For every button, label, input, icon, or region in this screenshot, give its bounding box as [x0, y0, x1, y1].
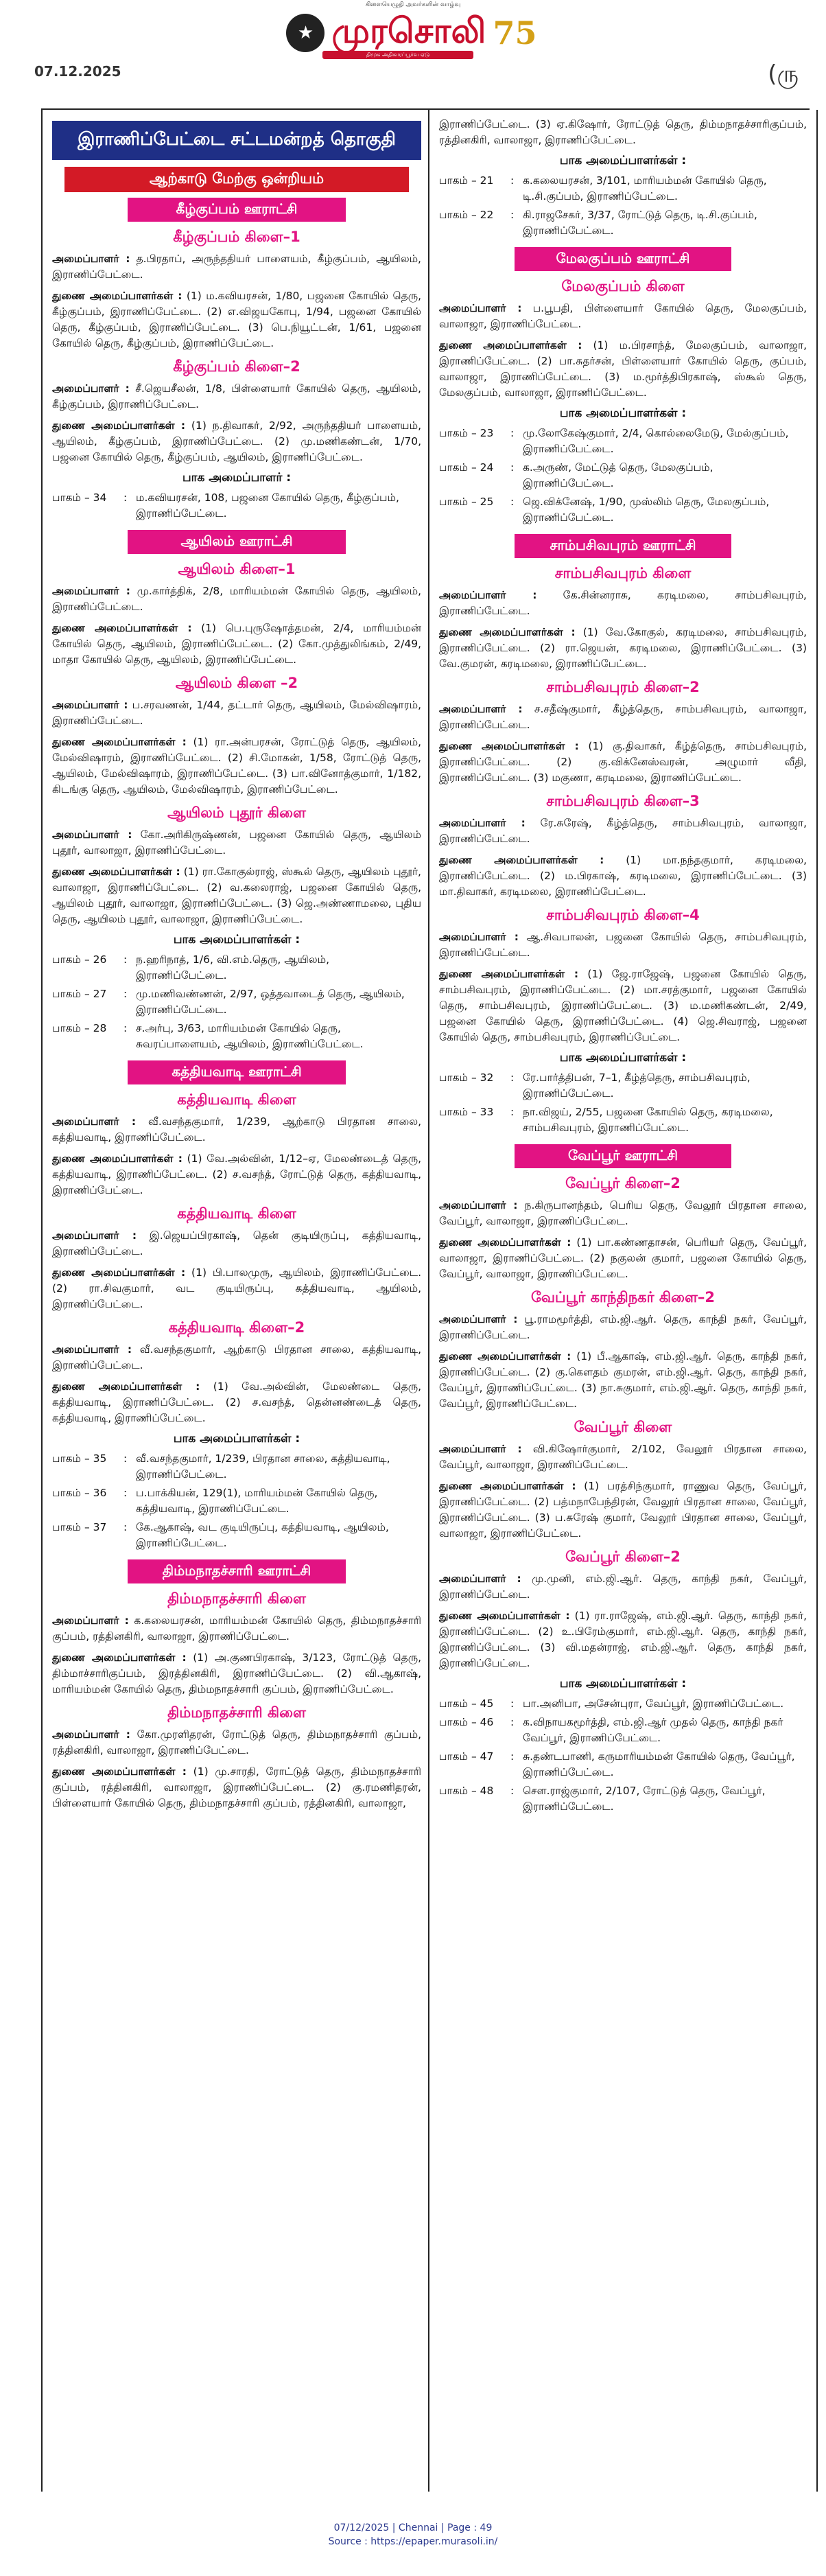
role-label: அமைப்பாளர் :: [52, 1614, 129, 1627]
booth-member: ரே.பார்த்திபன், 7–1, கீழ்த்தெரு, சாம்பசிவபுரம், இராணிப்பேட்டை.: [523, 1071, 751, 1100]
booth-colon: :: [123, 953, 128, 966]
booth-member: சு.தண்டபாணி, கருமாரியம்மன் கோயில் தெரு, வேப்பூர், இராணிப்பேட்டை.: [523, 1750, 795, 1778]
member-entry: [439, 301, 807, 332]
booth-table: [52, 1451, 421, 1554]
panchayat-heading: கத்தியவாடி ஊராட்சி: [128, 1060, 346, 1084]
role-label: அமைப்பாளர் :: [52, 1343, 132, 1356]
role-label: அமைப்பாளர் :: [439, 1199, 518, 1211]
member-entry: [439, 1608, 807, 1671]
member-details: (1) ரா.அன்பரசன், ரோட்டுத் தெரு, ஆயிலம், மேல்விஷாரம், இராணிப்பேட்டை. (2) சி.மோகன், 1/58, ரோட்டுத் தெரு, ஆயிலம், மேல்விஷாரம், இராணிப்பேட்டை. (3) பா.வினோத்குமார், 1/182, கிடங்கு தெரு, ஆயிலம், மேல்விஷாரம், இராணிப்பேட்டை.: [52, 736, 421, 796]
member-entry: [52, 1613, 421, 1645]
member-entry: [52, 381, 421, 413]
member-details: (1) ம.கவியரசன், 1/80, பஜனை கோயில் தெரு, கீழ்குப்பம், இராணிப்பேட்டை. (2) எ.விஜயகோபு, 1/94, பஜனை கோயில் தெரு, கீழ்குப்பம், இராணிப்பேட்டை. (3) பெ.நியூட்டன், 1/61, பஜனை கோயில் தெரு, கீழ்குப்பம், இராணிப்பேட்டை.: [52, 290, 421, 349]
booth-number: பாகம் – 36: [52, 1487, 107, 1499]
booth-colon: :: [510, 427, 515, 439]
booth-member: கே.ஆகாஷ், வட குடியிருப்பு, கத்தியவாடி, ஆயிலம், இராணிப்பேட்டை.: [136, 1521, 389, 1549]
role-label: துணை அமைப்பாளர்கள் :: [439, 854, 604, 866]
booth-row: [52, 986, 421, 1021]
role-label: துணை அமைப்பாளர்கள் :: [52, 1152, 182, 1165]
member-details: மு.முனி, எம்.ஜி.ஆர். தெரு, காந்தி நகர், வேப்பூர், இராணிப்பேட்டை.: [439, 1573, 807, 1601]
booth-colon: :: [510, 1750, 515, 1763]
booth-number: பாகம் – 22: [439, 209, 494, 221]
member-details: த.பிரதாப், அருந்ததியர் பாளையம், கீழ்குப்பம், ஆயிலம், இராணிப்பேட்டை.: [52, 253, 421, 281]
booth-colon: :: [123, 1452, 128, 1465]
member-details: (1) பரத்சிந்குமார், ராணுவ தெரு, வேப்பூர், இராணிப்பேட்டை. (2) பத்மநாபேந்திரன், வேலூர் பிரதான சாலை, வேப்பூர், இராணிப்பேட்டை. (3) ப.சுரேஷ் குமார், வேலூர் பிரதான சாலை, வேப்பூர், வாலாஜா, இராணிப்பேட்டை.: [439, 1480, 807, 1540]
branch-heading: மேலகுப்பம் கிளை: [561, 278, 685, 294]
booth-colon: :: [510, 174, 515, 187]
booth-row: [52, 1485, 421, 1520]
member-entry: [439, 1198, 807, 1229]
booth-row: [439, 460, 807, 494]
role-label: துணை அமைப்பாளர்கள் :: [52, 1765, 187, 1778]
cut-off-date: 07.12.2025: [34, 63, 121, 80]
booth-member: பா.அனிபா, அசேன்புரா, வேப்பூர், இராணிப்பேட்டை.: [523, 1697, 784, 1710]
branch-heading: ஆயிலம் கிளை–1: [178, 561, 296, 577]
role-label: துணை அமைப்பாளர்கள் :: [439, 968, 579, 980]
article-page: [41, 108, 810, 2492]
booth-number: பாகம் – 26: [52, 953, 107, 966]
branch-heading: வேப்பூர் கிளை–2: [565, 1548, 681, 1565]
booth-number: பாகம் – 25: [439, 496, 494, 508]
logo-subtitle: திமுக அதிகாரப்பூர்வ ஏடு: [322, 51, 473, 59]
page-footer: [0, 2521, 826, 2549]
role-label: துணை அமைப்பாளர்கள் :: [439, 1236, 571, 1249]
column-right: [429, 110, 814, 2492]
member-entry: [52, 418, 421, 465]
booth-heading: பாக அமைப்பாளர்கள் :: [559, 1677, 687, 1691]
booth-member: ப.பாக்கியன், 129(1), மாரியம்மன் கோயில் தெரு, கத்தியவாடி, இராணிப்பேட்டை.: [136, 1487, 378, 1515]
booth-colon: :: [123, 491, 128, 504]
role-label: அமைப்பாளர் :: [439, 1443, 522, 1455]
booth-number: பாகம் – 27: [52, 988, 107, 1000]
booth-table: [439, 173, 807, 242]
booth-colon: :: [123, 1022, 128, 1034]
member-entry: [52, 288, 421, 351]
role-label: துணை அமைப்பாளர்கள் :: [52, 419, 186, 432]
booth-row: [52, 1021, 421, 1055]
role-label: அமைப்பாளர் :: [52, 382, 130, 395]
member-details: ஆ.சிவபாலன், பஜனை கோயில் தெரு, சாம்பசிவபுரம், இராணிப்பேட்டை.: [439, 931, 807, 959]
member-entry: [52, 1114, 421, 1146]
booth-colon: :: [123, 988, 128, 1000]
member-details: ச.சதீஷ்குமார், கீழ்த்தெரு, சாம்பசிவபுரம், வாலாஜா, இராணிப்பேட்டை.: [439, 703, 807, 731]
role-label: துணை அமைப்பாளர்கள் :: [439, 339, 582, 351]
booth-row: [439, 207, 807, 242]
booth-member: க.அருண், மேட்டுத் தெரு, மேலகுப்பம், இராணிப்பேட்டை.: [523, 461, 713, 489]
member-details: ரே.சுரேஷ், கீழ்த்தெரு, சாம்பசிவபுரம், வாலாஜா, இராணிப்பேட்டை.: [439, 817, 807, 845]
booth-member: சௌ.ராஜ்குமார், 2/107, ரோட்டுத் தெரு, வேப்பூர், இராணிப்பேட்டை.: [523, 1785, 766, 1813]
member-details: (1) ந.திவாகர், 2/92, அருந்ததியர் பாளையம், ஆயிலம், கீழ்குப்பம், இராணிப்பேட்டை. (2) மு.மணிகண்டன், 1/70, பஜனை கோயில் தெரு, கீழ்குப்பம், ஆயிலம், இராணிப்பேட்டை.: [52, 419, 421, 463]
member-details: கோ.முரளிதரன், ரோட்டுத் தெரு, திம்மநாதச்சாரி குப்பம், ரத்தினகிரி, வாலாஜா, இராணிப்பேட்டை.: [52, 1728, 421, 1756]
booth-number: பாகம் – 37: [52, 1521, 107, 1533]
booth-row: [439, 494, 807, 529]
booth-table: [439, 426, 807, 529]
booth-member: க.கலையரசன், 3/101, மாரியம்மன் கோயில் தெரு, டி.சி.குப்பம், இராணிப்பேட்டை.: [523, 174, 767, 202]
member-entry: [439, 1478, 807, 1542]
role-label: அமைப்பாளர் :: [52, 1728, 130, 1741]
member-entry: [439, 625, 807, 672]
member-entry: [52, 1265, 421, 1312]
booth-member: மு.மணிவண்ணன், 2/97, ஒத்தவாடைத் தெரு, ஆயிலம், இராணிப்பேட்டை.: [136, 988, 405, 1016]
member-entry: [52, 864, 421, 927]
anniversary-badge: 75: [493, 14, 537, 51]
member-entry: [439, 117, 807, 148]
booth-number: பாகம் – 34: [52, 491, 107, 504]
member-entry: [52, 734, 421, 798]
member-details: (1) வே.அல்வின், மேலண்டை தெரு, கத்தியவாடி, இராணிப்பேட்டை. (2) ச.வசந்த், தென்னண்டைத் தெரு, கத்தியவாடி, இராணிப்பேட்டை.: [52, 1380, 422, 1424]
booth-table: [52, 490, 421, 524]
member-details: கோ.அரிகிருஷ்ணன், பஜனை கோயில் தெரு, ஆயிலம் புதூர், வாலாஜா, இராணிப்பேட்டை.: [52, 828, 421, 857]
booth-table: [439, 1696, 807, 1818]
role-label: அமைப்பாளர் :: [439, 589, 537, 601]
member-details: வி.கிஷோர்குமார், 2/102, வேலூர் பிரதான சாலை, வேப்பூர், வாலாஜா, இராணிப்பேட்டை.: [439, 1443, 807, 1471]
member-details: (1) பீ.ஆகாஷ், எம்.ஜி.ஆர். தெரு, காந்தி நகர், இராணிப்பேட்டை. (2) கு.கௌதம் குமரன், எம்.ஜி.ஆர். தெரு, காந்தி நகர், வேப்பூர், இராணிப்பேட்டை. (3) நா.சுகுமார், எம்.ஜி.ஆர். தெரு, காந்தி நகர், வேப்பூர், இராணிப்பேட்டை.: [439, 1350, 807, 1410]
member-details: (1) வே.அல்வின், 1/12–ஏ, மேலண்டைத் தெரு, கத்தியவாடி, இராணிப்பேட்டை. (2) ச.வசந்த், ரோட்டுத் தெரு, கத்தியவாடி, இராணிப்பேட்டை.: [52, 1152, 421, 1196]
role-label: அமைப்பாளர் :: [439, 1313, 518, 1325]
booth-heading: பாக அமைப்பாளர்கள் :: [559, 406, 687, 420]
member-details: (1) பா.கண்ணதாசன், பெரியர் தெரு, வேப்பூர், வாலாஜா, இராணிப்பேட்டை. (2) நகுலன் குமார், பஜனை கோயில் தெரு, வேப்பூர், வாலாஜா, இராணிப்பேட்டை.: [439, 1236, 807, 1280]
member-entry: [52, 697, 421, 729]
branch-heading: சாம்பசிவபுரம் கிளை–3: [546, 793, 700, 809]
article-title: இராணிப்பேட்டை சட்டமன்றத் தொகுதி: [52, 121, 421, 160]
member-details: (1) பி.பாலமுரு, ஆயிலம், இராணிப்பேட்டை. (2) ரா.சிவகுமார், வட குடியிருப்பு, கத்தியவாடி, ஆயிலம், இராணிப்பேட்டை.: [52, 1266, 421, 1310]
member-entry: [52, 1342, 421, 1373]
booth-colon: :: [510, 1071, 515, 1084]
column-left: [41, 110, 429, 2492]
member-details: இ.ஜெயப்பிரகாஷ், தென் குடியிருப்பு, கத்தியவாடி, இராணிப்பேட்டை.: [52, 1229, 421, 1257]
branch-heading: வேப்பூர் காந்திநகர் கிளை–2: [530, 1289, 716, 1306]
booth-number: பாகம் – 46: [439, 1716, 494, 1728]
member-details: வீ.வசந்தகுமார், 1/239, ஆற்காடு பிரதான சாலை, கத்தியவாடி, இராணிப்பேட்டை.: [52, 1115, 421, 1144]
branch-heading: கீழ்குப்பம் கிளை–1: [173, 229, 300, 245]
role-label: துணை அமைப்பாளர்கள் :: [52, 1651, 187, 1664]
member-entry: [439, 1349, 807, 1412]
member-details: (1) அ.குணபிரகாஷ், 3/123, ரோட்டுத் தெரு, திம்மாச்சாரிகுப்பம், இரத்தினகிரி, இராணிப்பேட்டை. (2) வி.ஆகாஷ், மாரியம்மன் கோயில் தெரு, திம்மநாதச்சாரி குப்பம், இராணிப்பேட்டை.: [52, 1651, 421, 1695]
member-entry: [52, 827, 421, 859]
footer-date-page: 07/12/2025 | Chennai | Page : 49: [333, 2522, 493, 2533]
role-label: துணை அமைப்பாளர்கள் :: [439, 626, 576, 638]
member-details: ப.சரவணன், 1/44, தட்டார் தெரு, ஆயிலம், மேல்விஷாரம், இராணிப்பேட்டை.: [52, 699, 421, 727]
booth-member: வீ.வசந்தகுமார், 1/239, பிரதான சாலை, கத்தியவாடி, இராணிப்பேட்டை.: [136, 1452, 390, 1481]
branch-heading: கத்தியவாடி கிளை–2: [168, 1319, 305, 1336]
role-label: துணை அமைப்பாளர்கள் :: [52, 736, 187, 748]
member-details: க.கலையரசன், மாரியம்மன் கோயில் தெரு, திம்மநாதச்சாரி குப்பம், ரத்தினகிரி, வாலாஜா, இராணிப்பேட்டை.: [52, 1614, 421, 1643]
member-entry: [439, 588, 807, 619]
role-label: துணை அமைப்பாளர்கள் :: [439, 1610, 570, 1622]
member-details: கே.சின்னராசு, கரடிமலை, சாம்பசிவபுரம், இராணிப்பேட்டை.: [439, 589, 807, 617]
member-details: (1) வே.கோகுல், கரடிமலை, சாம்பசிவபுரம், இராணிப்பேட்டை. (2) ரா.ஜெயன், கரடிமலை, இராணிப்பேட்டை. (3) வே.குமரன், கரடிமலை, இராணிப்பேட்டை.: [439, 626, 807, 670]
booth-heading: பாக அமைப்பாளர்கள் :: [559, 154, 687, 167]
booth-heading: பாக அமைப்பாளர்கள் :: [173, 1432, 300, 1446]
union-heading: ஆற்காடு மேற்கு ஒன்றியம்: [64, 167, 409, 192]
role-label: துணை அமைப்பாளர்கள் :: [52, 622, 192, 634]
member-details: (1) ரா.ராஜேஷ், எம்.ஜி.ஆர். தெரு, காந்தி நகர், இராணிப்பேட்டை. (2) உ.பிரேம்குமார், எம்.ஜி.ஆர். தெரு, காந்தி நகர், இராணிப்பேட்டை. (3) வி.மதன்ராஜ், எம்.ஜி.ஆர். தெரு, காந்தி நகர், இராணிப்பேட்டை.: [439, 1610, 807, 1669]
booth-number: பாகம் – 47: [439, 1750, 494, 1763]
booth-number: பாகம் – 32: [439, 1071, 494, 1084]
branch-heading: கீழ்குப்பம் கிளை–2: [173, 358, 300, 375]
branch-heading: சாம்பசிவபுரம் கிளை: [554, 565, 692, 581]
role-label: அமைப்பாளர் :: [52, 585, 130, 597]
role-label: துணை அமைப்பாளர்கள் :: [52, 866, 180, 878]
member-details: (1) ஜே.ராஜேஷ், பஜனை கோயில் தெரு, சாம்பசிவபுரம், இராணிப்பேட்டை. (2) மா.சரத்குமார், பஜனை கோயில் தெரு, சாம்பசிவபுரம், இராணிப்பேட்டை. (3) ம.மணிகண்டன், 2/49, பஜனை கோயில் தெரு, இராணிப்பேட்டை. (4) ஜெ.சிவராஜ், பஜனை கோயில் தெரு, சாம்பசிவபுரம், இராணிப்பேட்டை.: [439, 968, 807, 1043]
booth-row: [439, 1070, 807, 1104]
member-details: (1) கு.திவாகர், கீழ்த்தெரு, சாம்பசிவபுரம், இராணிப்பேட்டை. (2) கு.விக்னேஸ்வரன், அழுமார் வீதி, இராணிப்பேட்டை. (3) மகுணா, கரடிமலை, இராணிப்பேட்டை.: [439, 740, 807, 784]
member-entry: [439, 1312, 807, 1343]
booth-row: [52, 1451, 421, 1485]
booth-colon: :: [123, 1521, 128, 1533]
role-label: அமைப்பாளர் :: [52, 699, 128, 711]
booth-member: மு.லோகேஷ்குமார், 2/4, கொல்லைமேடு, மேல்குப்பம், இராணிப்பேட்டை.: [523, 427, 789, 455]
branch-heading: கத்தியவாடி கிளை: [177, 1205, 296, 1222]
booth-colon: :: [510, 1697, 515, 1710]
branch-heading: திம்மநாதச்சாரி கிளை: [167, 1590, 306, 1607]
role-label: அமைப்பாளர் :: [52, 1229, 137, 1242]
member-details: வீ.வசந்தகுமார், ஆற்காடு பிரதான சாலை, கத்தியவாடி, இராணிப்பேட்டை.: [52, 1343, 422, 1371]
booth-row: [439, 1104, 807, 1139]
member-details: (1) ம.பிரசாந்த், மேலகுப்பம், வாலாஜா, இராணிப்பேட்டை. (2) பா.சுதர்சன், பிள்ளையார் கோயில் தெரு, குப்பம், வாலாஜா, இராணிப்பேட்டை. (3) ம.மூர்த்திபிரகாஷ், ஸ்கூல் தெரு, மேலகுப்பம், வாலாஜா, இராணிப்பேட்டை.: [439, 339, 807, 399]
booth-row: [52, 490, 421, 524]
booth-number: பாகம் – 28: [52, 1022, 107, 1034]
logo-text: முரசொலி: [331, 10, 486, 51]
branch-heading: ஆயிலம் கிளை –2: [175, 675, 298, 691]
booth-row: [52, 952, 421, 986]
role-label: அமைப்பாளர் :: [439, 1573, 521, 1585]
column-right-content: [439, 117, 807, 1818]
role-label: துணை அமைப்பாளர்கள் :: [439, 1350, 571, 1362]
booth-number: பாகம் – 35: [52, 1452, 107, 1465]
booth-row: [439, 1696, 807, 1715]
role-label: அமைப்பாளர் :: [52, 1115, 137, 1128]
masthead-tagline: கிளையெழுதி அவர்களின் வாழ்வு: [365, 1, 461, 8]
member-details: பூ.ராமமூர்த்தி, எம்.ஜி.ஆர். தெரு, காந்தி நகர், வேப்பூர், இராணிப்பேட்டை.: [439, 1313, 807, 1341]
member-entry: [439, 966, 807, 1045]
branch-heading: சாம்பசிவபுரம் கிளை–4: [546, 907, 700, 923]
panchayat-heading: ஆயிலம் ஊராட்சி: [128, 530, 346, 554]
panchayat-heading: சாம்பசிவபுரம் ஊராட்சி: [515, 534, 731, 558]
member-entry: [439, 338, 807, 401]
role-label: அமைப்பாளர் :: [52, 828, 132, 841]
booth-row: [439, 1749, 807, 1783]
booth-colon: :: [510, 1785, 515, 1797]
booth-colon: :: [510, 1716, 515, 1728]
member-entry: [52, 1650, 421, 1697]
member-details: இராணிப்பேட்டை. (3) ஏ.கிஷோர், ரோட்டுத் தெரு, திம்மநாதச்சாரிகுப்பம், ரத்தினகிரி, வாலாஜா, இராணிப்பேட்டை.: [439, 118, 807, 146]
member-details: (1) பெ.புருஷோத்தமன், 2/4, மாரியம்மன் கோயில் தெரு, ஆயிலம், இராணிப்பேட்டை. (2) கோ.முத்துலிங்கம், 2/49, மாதா கோயில் தெரு, ஆயிலம், இராணிப்பேட்டை.: [52, 622, 422, 666]
panchayat-heading: வேப்பூர் ஊராட்சி: [515, 1144, 731, 1168]
member-entry: [439, 929, 807, 961]
role-label: அமைப்பாளர் :: [439, 931, 519, 943]
member-entry: [52, 1727, 421, 1759]
role-label: துணை அமைப்பாளர்கள் :: [439, 740, 579, 752]
member-entry: [52, 1379, 421, 1426]
booth-table: [52, 952, 421, 1055]
panchayat-heading: திம்மநாதச்சாரி ஊராட்சி: [128, 1559, 346, 1583]
role-label: துணை அமைப்பாளர்கள் :: [52, 1380, 200, 1393]
member-entry: [439, 739, 807, 786]
next-column-edge: [816, 110, 818, 2492]
booth-member: ஜெ.விக்னேஷ், 1/90, முஸ்லிம் தெரு, மேலகுப்பம், இராணிப்பேட்டை.: [523, 496, 770, 524]
booth-heading: பாக அமைப்பாளர்கள் :: [559, 1051, 687, 1065]
member-entry: [439, 701, 807, 733]
branch-heading: சாம்பசிவபுரம் கிளை–2: [546, 679, 700, 695]
role-label: துணை அமைப்பாளர்கள் :: [439, 1480, 576, 1492]
role-label: அமைப்பாளர் :: [439, 302, 522, 314]
booth-table: [439, 1070, 807, 1139]
footer-source-link[interactable]: Source : https://epaper.murasoli.in/: [328, 2536, 498, 2547]
booth-row: [439, 1715, 807, 1749]
booth-row: [439, 1783, 807, 1818]
booth-member: நா.விஜய், 2/55, பஜனை கோயில் தெரு, கரடிமலை, சாம்பசிவபுரம், இராணிப்பேட்டை.: [523, 1106, 773, 1134]
rooster-emblem-icon: ★: [286, 14, 324, 52]
booth-colon: :: [123, 1487, 128, 1499]
role-label: அமைப்பாளர் :: [439, 817, 526, 829]
booth-member: ம.கவியரசன், 108, பஜனை கோயில் தெரு, கீழ்குப்பம், இராணிப்பேட்டை.: [136, 491, 399, 520]
booth-row: [439, 173, 807, 207]
role-label: அமைப்பாளர் :: [52, 253, 130, 265]
booth-colon: :: [510, 209, 515, 221]
masthead: [0, 0, 826, 62]
member-entry: [439, 1441, 807, 1473]
booth-number: பாகம் – 24: [439, 461, 494, 474]
branch-heading: வேப்பூர் கிளை: [574, 1419, 672, 1435]
booth-number: பாகம் – 33: [439, 1106, 494, 1118]
branch-heading: திம்மநாதச்சாரி கிளை: [167, 1704, 306, 1721]
member-entry: [439, 1571, 807, 1603]
column-left-content: [52, 198, 421, 1811]
branch-heading: கத்தியவாடி கிளை: [177, 1091, 296, 1108]
cut-off-header-text: (ரு: [768, 60, 799, 88]
branch-heading: வேப்பூர் கிளை–2: [565, 1175, 681, 1192]
booth-heading: பாக அமைப்பாளர்கள் :: [173, 933, 300, 947]
member-entry: [52, 251, 421, 283]
booth-colon: :: [510, 496, 515, 508]
panchayat-heading: கீழ்குப்பம் ஊராட்சி: [128, 198, 346, 222]
booth-colon: :: [510, 1106, 515, 1118]
booth-row: [439, 426, 807, 460]
member-entry: [52, 620, 421, 668]
booth-row: [52, 1520, 421, 1554]
member-entry: [439, 1235, 807, 1282]
booth-member: ந.ஹரிநாத், 1/6, வி.எம்.தெரு, ஆயிலம், இராணிப்பேட்டை.: [136, 953, 330, 982]
member-details: ந.கிருபானந்தம், பெரிய தெரு, வேலூர் பிரதான சாலை, வேப்பூர், வாலாஜா, இராணிப்பேட்டை.: [439, 1199, 807, 1227]
member-details: (1) ரா.கோகுல்ராஜ், ஸ்கூல் தெரு, ஆயிலம் புதூர், வாலாஜா, இராணிப்பேட்டை. (2) வ.கலைராஜ், பஜனை கோயில் தெரு, ஆயிலம் புதூர், வாலாஜா, இராணிப்பேட்டை. (3) ஜெ.அண்ணாமலை, புதிய தெரு, ஆயிலம் புதூர், வாலாஜா, இராணிப்பேட்டை.: [52, 866, 421, 925]
member-entry: [439, 815, 807, 847]
booth-number: பாகம் – 23: [439, 427, 494, 439]
member-entry: [52, 1151, 421, 1198]
booth-member: ச.அர்பு, 3/63, மாரியம்மன் கோயில் தெரு, சுவரப்பாளையம், ஆயிலம், இராணிப்பேட்டை.: [136, 1022, 364, 1050]
role-label: அமைப்பாளர் :: [439, 703, 523, 715]
member-details: ப.பூபதி, பிள்ளையார் கோயில் தெரு, மேலகுப்பம், வாலாஜா, இராணிப்பேட்டை.: [439, 302, 807, 330]
member-details: மு.கார்த்திக், 2/8, மாரியம்மன் கோயில் தெரு, ஆயிலம், இராணிப்பேட்டை.: [52, 585, 421, 613]
panchayat-heading: மேலகுப்பம் ஊராட்சி: [515, 247, 731, 271]
member-entry: [52, 1764, 421, 1811]
member-details: சீ.ஜெயசீலன், 1/8, பிள்ளையார் கோயில் தெரு, ஆயிலம், கீழ்குப்பம், இராணிப்பேட்டை.: [52, 382, 421, 410]
role-label: துணை அமைப்பாளர்கள் :: [52, 290, 182, 302]
member-entry: [52, 583, 421, 615]
booth-number: பாகம் – 45: [439, 1697, 494, 1710]
member-details: (1) மா.நந்தகுமார், கரடிமலை, இராணிப்பேட்டை. (2) ம.பிரகாஷ், கரடிமலை, இராணிப்பேட்டை. (3) மா.திவாகர், கரடிமலை, இராணிப்பேட்டை.: [439, 854, 807, 898]
member-entry: [439, 852, 807, 900]
booth-number: பாகம் – 21: [439, 174, 494, 187]
booth-heading: பாக அமைப்பாளர் :: [182, 471, 292, 485]
member-entry: [52, 1228, 421, 1260]
booth-colon: :: [510, 461, 515, 474]
booth-member: க.விநாயகமூர்த்தி, எம்.ஜி.ஆர் முதல் தெரு, காந்தி நகர் வேப்பூர், இராணிப்பேட்டை.: [523, 1716, 783, 1744]
member-details: (1) மு.சாரதி, ரோட்டுத் தெரு, திம்மநாதச்சாரி குப்பம், ரத்தினகிரி, வாலாஜா, இராணிப்பேட்டை. (2) கு.ரமணிதரன், பிள்ளையார் கோயில் தெரு, திம்மநாதச்சாரி குப்பம், ரத்தினகிரி, வாலாஜா,: [52, 1765, 421, 1809]
booth-number: பாகம் – 48: [439, 1785, 494, 1797]
branch-heading: ஆயிலம் புதூர் கிளை: [167, 804, 306, 821]
booth-member: கி.ராஜசேகர், 3/37, ரோட்டுத் தெரு, டி.சி.குப்பம், இராணிப்பேட்டை.: [523, 209, 757, 237]
role-label: துணை அமைப்பாளர்கள் :: [52, 1266, 186, 1279]
